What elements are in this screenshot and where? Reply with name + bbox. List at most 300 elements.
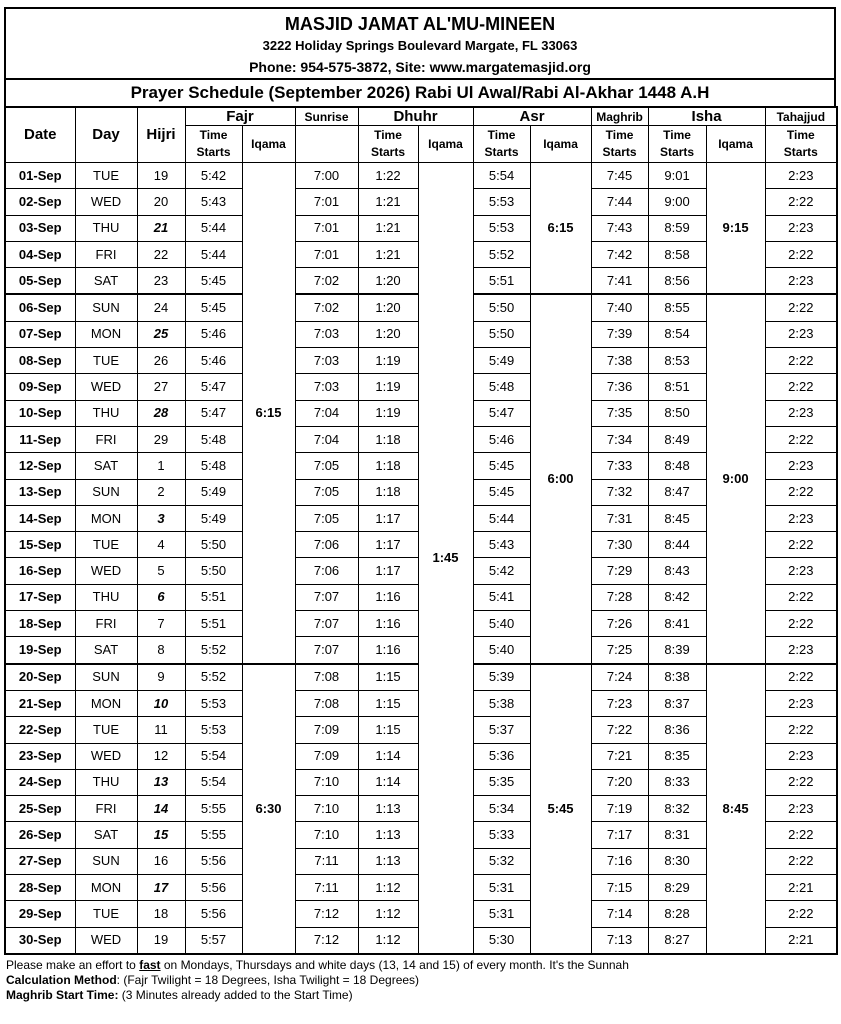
dhuhr-start-cell: 1:16 xyxy=(358,611,418,637)
asr-start-cell: 5:31 xyxy=(473,875,530,901)
fajr-start-cell: 5:56 xyxy=(185,848,242,874)
date-cell: 22-Sep xyxy=(5,717,75,743)
date-cell: 20-Sep xyxy=(5,664,75,691)
day-cell: SUN xyxy=(75,294,137,321)
day-cell: WED xyxy=(75,927,137,954)
time-label: Time xyxy=(374,128,402,142)
date-cell: 06-Sep xyxy=(5,294,75,321)
tahajjud-start-cell: 2:23 xyxy=(765,400,837,426)
sunrise-cell: 7:11 xyxy=(295,875,358,901)
date-cell: 19-Sep xyxy=(5,637,75,664)
hijri-cell: 1 xyxy=(137,453,185,479)
fajr-start-cell: 5:53 xyxy=(185,690,242,716)
dhuhr-start-cell: 1:20 xyxy=(358,294,418,321)
asr-start-cell: 5:30 xyxy=(473,927,530,954)
sunrise-cell: 7:10 xyxy=(295,822,358,848)
date-cell: 03-Sep xyxy=(5,215,75,241)
tahajjud-start-cell: 2:22 xyxy=(765,479,837,505)
asr-start-cell: 5:37 xyxy=(473,717,530,743)
hijri-cell: 5 xyxy=(137,558,185,584)
fajr-start-cell: 5:51 xyxy=(185,611,242,637)
maghrib-start-cell: 7:28 xyxy=(591,584,648,610)
date-cell: 23-Sep xyxy=(5,743,75,769)
maghrib-start-cell: 7:16 xyxy=(591,848,648,874)
contact-info: Phone: 954-575-3872, Site: www.margatemasjid.org xyxy=(249,59,591,75)
tahajjud-start-cell: 2:21 xyxy=(765,927,837,954)
tahajjud-start-cell: 2:22 xyxy=(765,348,837,374)
tahajjud-start-cell: 2:22 xyxy=(765,769,837,795)
starts-label: Starts xyxy=(602,145,637,159)
sunrise-subheader xyxy=(295,126,358,163)
tahajjud-start-cell: 2:22 xyxy=(765,717,837,743)
fajr-start-cell: 5:54 xyxy=(185,743,242,769)
maghrib-start-cell: 7:30 xyxy=(591,532,648,558)
maghrib-start-cell: 7:19 xyxy=(591,796,648,822)
maghrib-start-cell: 7:25 xyxy=(591,637,648,664)
col-tahajjud: Tahajjud xyxy=(765,107,837,126)
sunrise-cell: 7:03 xyxy=(295,321,358,347)
fajr-start-cell: 5:55 xyxy=(185,822,242,848)
fasting-note-pre: Please make an effort to xyxy=(6,957,140,972)
schedule-header xyxy=(4,7,836,106)
hijri-cell: 21 xyxy=(137,215,185,241)
fajr-start-cell: 5:50 xyxy=(185,532,242,558)
hijri-cell: 7 xyxy=(137,611,185,637)
day-cell: FRI xyxy=(75,611,137,637)
dhuhr-start-cell: 1:16 xyxy=(358,584,418,610)
mosque-name: MASJID JAMAT AL'MU-MINEEN xyxy=(284,14,556,34)
hijri-cell: 19 xyxy=(137,163,185,189)
fasting-note xyxy=(6,958,836,973)
col-dhuhr: Dhuhr xyxy=(358,107,473,126)
date-cell: 12-Sep xyxy=(5,453,75,479)
day-cell: SAT xyxy=(75,637,137,664)
dhuhr-start-cell: 1:14 xyxy=(358,769,418,795)
isha-start-cell: 8:29 xyxy=(648,875,706,901)
maghrib-start-cell: 7:26 xyxy=(591,611,648,637)
isha-start-cell: 8:37 xyxy=(648,690,706,716)
date-cell: 21-Sep xyxy=(5,690,75,716)
isha-start-cell: 8:49 xyxy=(648,426,706,452)
sunrise-cell: 7:10 xyxy=(295,796,358,822)
hijri-cell: 24 xyxy=(137,294,185,321)
tahajjud-start-cell: 2:23 xyxy=(765,690,837,716)
dhuhr-start-cell: 1:22 xyxy=(358,163,418,189)
tahajjud-start-cell: 2:22 xyxy=(765,374,837,400)
col-fajr: Fajr xyxy=(185,107,295,126)
tahajjud-start-cell: 2:22 xyxy=(765,189,837,215)
dhuhr-start-cell: 1:21 xyxy=(358,241,418,267)
maghrib-start-cell: 7:44 xyxy=(591,189,648,215)
col-hijri: Hijri xyxy=(137,107,185,163)
maghrib-start-cell: 7:24 xyxy=(591,664,648,691)
asr-start-cell: 5:52 xyxy=(473,241,530,267)
isha-start-cell: 8:42 xyxy=(648,584,706,610)
isha-start-cell: 8:31 xyxy=(648,822,706,848)
asr-start-cell: 5:51 xyxy=(473,268,530,295)
dhuhr-start-cell: 1:14 xyxy=(358,743,418,769)
mosque-address: 3222 Holiday Springs Boulevard Margate, FL 33063 xyxy=(262,38,578,53)
isha-iqama: 9:00 xyxy=(706,294,765,663)
maghrib-start-cell: 7:39 xyxy=(591,321,648,347)
asr-start-cell: 5:36 xyxy=(473,743,530,769)
isha-start-cell: 8:41 xyxy=(648,611,706,637)
asr-start-cell: 5:38 xyxy=(473,690,530,716)
hijri-cell: 12 xyxy=(137,743,185,769)
date-cell: 26-Sep xyxy=(5,822,75,848)
col-isha: Isha xyxy=(648,107,765,126)
date-cell: 24-Sep xyxy=(5,769,75,795)
asr-start-cell: 5:40 xyxy=(473,637,530,664)
hijri-cell: 17 xyxy=(137,875,185,901)
fajr-start-cell: 5:57 xyxy=(185,927,242,954)
day-cell: WED xyxy=(75,743,137,769)
date-cell: 04-Sep xyxy=(5,241,75,267)
sunrise-cell: 7:07 xyxy=(295,611,358,637)
maghrib-start-cell: 7:21 xyxy=(591,743,648,769)
date-cell: 30-Sep xyxy=(5,927,75,954)
asr-start-cell: 5:32 xyxy=(473,848,530,874)
schedule-title: Prayer Schedule (September 2026) Rabi Ul Awal/Rabi Al-Akhar 1448 A.H xyxy=(6,78,834,106)
tahajjud-start-cell: 2:22 xyxy=(765,584,837,610)
isha-start-cell: 8:50 xyxy=(648,400,706,426)
day-cell: SUN xyxy=(75,479,137,505)
tahajjud-time-starts xyxy=(765,126,837,163)
date-cell: 27-Sep xyxy=(5,848,75,874)
date-cell: 08-Sep xyxy=(5,348,75,374)
tahajjud-start-cell: 2:22 xyxy=(765,532,837,558)
maghrib-start-cell: 7:41 xyxy=(591,268,648,295)
date-cell: 14-Sep xyxy=(5,505,75,531)
dhuhr-start-cell: 1:18 xyxy=(358,479,418,505)
hijri-cell: 11 xyxy=(137,717,185,743)
tahajjud-start-cell: 2:23 xyxy=(765,505,837,531)
isha-start-cell: 8:35 xyxy=(648,743,706,769)
asr-start-cell: 5:53 xyxy=(473,189,530,215)
asr-start-cell: 5:50 xyxy=(473,294,530,321)
dhuhr-start-cell: 1:15 xyxy=(358,717,418,743)
fajr-start-cell: 5:52 xyxy=(185,637,242,664)
hijri-cell: 14 xyxy=(137,796,185,822)
asr-start-cell: 5:35 xyxy=(473,769,530,795)
dhuhr-start-cell: 1:12 xyxy=(358,875,418,901)
fajr-time-starts xyxy=(185,126,242,163)
date-cell: 29-Sep xyxy=(5,901,75,927)
sunrise-cell: 7:00 xyxy=(295,163,358,189)
fasting-note-post: on Mondays, Thursdays and white days (13, 14 and 15) of every month. It's the Sunnah xyxy=(160,957,629,972)
asr-start-cell: 5:43 xyxy=(473,532,530,558)
calculation-note xyxy=(6,973,836,988)
isha-start-cell: 8:32 xyxy=(648,796,706,822)
maghrib-start-cell: 7:36 xyxy=(591,374,648,400)
maghrib-start-cell: 7:45 xyxy=(591,163,648,189)
asr-start-cell: 5:33 xyxy=(473,822,530,848)
fajr-start-cell: 5:48 xyxy=(185,453,242,479)
isha-start-cell: 8:43 xyxy=(648,558,706,584)
day-cell: WED xyxy=(75,374,137,400)
hijri-cell: 23 xyxy=(137,268,185,295)
day-cell: MON xyxy=(75,505,137,531)
day-cell: FRI xyxy=(75,426,137,452)
isha-start-cell: 8:38 xyxy=(648,664,706,691)
fajr-start-cell: 5:53 xyxy=(185,717,242,743)
fajr-start-cell: 5:56 xyxy=(185,875,242,901)
sunrise-cell: 7:01 xyxy=(295,241,358,267)
asr-start-cell: 5:48 xyxy=(473,374,530,400)
dhuhr-start-cell: 1:16 xyxy=(358,637,418,664)
sunrise-cell: 7:11 xyxy=(295,848,358,874)
col-maghrib: Maghrib xyxy=(591,107,648,126)
table-row xyxy=(5,163,837,189)
isha-start-cell: 8:53 xyxy=(648,348,706,374)
fajr-start-cell: 5:45 xyxy=(185,268,242,295)
asr-start-cell: 5:45 xyxy=(473,479,530,505)
time-label: Time xyxy=(605,128,634,142)
day-cell: MON xyxy=(75,875,137,901)
col-date: Date xyxy=(5,107,75,163)
fajr-start-cell: 5:51 xyxy=(185,584,242,610)
sunrise-cell: 7:07 xyxy=(295,637,358,664)
tahajjud-start-cell: 2:23 xyxy=(765,453,837,479)
day-cell: FRI xyxy=(75,796,137,822)
fajr-start-cell: 5:55 xyxy=(185,796,242,822)
asr-start-cell: 5:50 xyxy=(473,321,530,347)
asr-start-cell: 5:41 xyxy=(473,584,530,610)
fajr-start-cell: 5:49 xyxy=(185,479,242,505)
hijri-cell: 6 xyxy=(137,584,185,610)
asr-start-cell: 5:47 xyxy=(473,400,530,426)
col-asr: Asr xyxy=(473,107,591,126)
asr-start-cell: 5:40 xyxy=(473,611,530,637)
day-cell: WED xyxy=(75,558,137,584)
isha-start-cell: 8:44 xyxy=(648,532,706,558)
fajr-start-cell: 5:56 xyxy=(185,901,242,927)
day-cell: SUN xyxy=(75,664,137,691)
dhuhr-start-cell: 1:18 xyxy=(358,453,418,479)
isha-start-cell: 8:48 xyxy=(648,453,706,479)
time-label: Time xyxy=(199,128,228,142)
dhuhr-start-cell: 1:17 xyxy=(358,532,418,558)
maghrib-start-cell: 7:42 xyxy=(591,241,648,267)
sunrise-cell: 7:09 xyxy=(295,743,358,769)
dhuhr-start-cell: 1:18 xyxy=(358,426,418,452)
fajr-start-cell: 5:52 xyxy=(185,664,242,691)
sunrise-cell: 7:09 xyxy=(295,717,358,743)
maghrib-label: Maghrib Start Time: xyxy=(6,987,119,1002)
hijri-cell: 10 xyxy=(137,690,185,716)
dhuhr-iqama-header: Iqama xyxy=(418,126,473,163)
fajr-start-cell: 5:49 xyxy=(185,505,242,531)
dhuhr-start-cell: 1:17 xyxy=(358,558,418,584)
starts-label: Starts xyxy=(660,145,695,159)
date-cell: 28-Sep xyxy=(5,875,75,901)
sunrise-cell: 7:06 xyxy=(295,558,358,584)
isha-start-cell: 8:58 xyxy=(648,241,706,267)
day-cell: MON xyxy=(75,321,137,347)
hijri-cell: 22 xyxy=(137,241,185,267)
day-cell: FRI xyxy=(75,241,137,267)
date-cell: 05-Sep xyxy=(5,268,75,295)
tahajjud-start-cell: 2:23 xyxy=(765,637,837,664)
fajr-start-cell: 5:43 xyxy=(185,189,242,215)
asr-start-cell: 5:34 xyxy=(473,796,530,822)
maghrib-start-cell: 7:17 xyxy=(591,822,648,848)
fajr-start-cell: 5:47 xyxy=(185,400,242,426)
sunrise-cell: 7:05 xyxy=(295,479,358,505)
sunrise-cell: 7:08 xyxy=(295,690,358,716)
tahajjud-start-cell: 2:23 xyxy=(765,558,837,584)
hijri-cell: 13 xyxy=(137,769,185,795)
hijri-cell: 18 xyxy=(137,901,185,927)
dhuhr-start-cell: 1:12 xyxy=(358,901,418,927)
isha-start-cell: 8:54 xyxy=(648,321,706,347)
tahajjud-start-cell: 2:23 xyxy=(765,743,837,769)
day-cell: SAT xyxy=(75,453,137,479)
tahajjud-start-cell: 2:22 xyxy=(765,241,837,267)
fajr-start-cell: 5:42 xyxy=(185,163,242,189)
asr-time-starts xyxy=(473,126,530,163)
sunrise-cell: 7:03 xyxy=(295,374,358,400)
sunrise-cell: 7:04 xyxy=(295,400,358,426)
sunrise-cell: 7:05 xyxy=(295,505,358,531)
day-cell: MON xyxy=(75,690,137,716)
day-cell: SAT xyxy=(75,268,137,295)
hijri-cell: 4 xyxy=(137,532,185,558)
starts-label: Starts xyxy=(196,145,231,159)
date-cell: 25-Sep xyxy=(5,796,75,822)
date-cell: 11-Sep xyxy=(5,426,75,452)
maghrib-start-cell: 7:20 xyxy=(591,769,648,795)
prayer-times-table xyxy=(4,106,838,955)
tahajjud-start-cell: 2:23 xyxy=(765,268,837,295)
hijri-cell: 9 xyxy=(137,664,185,691)
sunrise-cell: 7:10 xyxy=(295,769,358,795)
asr-start-cell: 5:54 xyxy=(473,163,530,189)
day-cell: THU xyxy=(75,215,137,241)
maghrib-text: (3 Minutes already added to the Start Time) xyxy=(118,987,353,1002)
dhuhr-start-cell: 1:19 xyxy=(358,348,418,374)
day-cell: SAT xyxy=(75,822,137,848)
sunrise-cell: 7:05 xyxy=(295,453,358,479)
day-cell: WED xyxy=(75,189,137,215)
fajr-start-cell: 5:47 xyxy=(185,374,242,400)
isha-start-cell: 8:47 xyxy=(648,479,706,505)
maghrib-start-cell: 7:38 xyxy=(591,348,648,374)
isha-start-cell: 9:00 xyxy=(648,189,706,215)
asr-iqama: 6:15 xyxy=(530,163,591,295)
date-cell: 18-Sep xyxy=(5,611,75,637)
fajr-start-cell: 5:44 xyxy=(185,215,242,241)
isha-start-cell: 8:55 xyxy=(648,294,706,321)
day-cell: TUE xyxy=(75,717,137,743)
dhuhr-start-cell: 1:12 xyxy=(358,927,418,954)
sunrise-cell: 7:01 xyxy=(295,189,358,215)
isha-start-cell: 8:30 xyxy=(648,848,706,874)
prayer-schedule-sheet xyxy=(4,7,836,1003)
dhuhr-start-cell: 1:13 xyxy=(358,848,418,874)
date-cell: 09-Sep xyxy=(5,374,75,400)
maghrib-start-cell: 7:14 xyxy=(591,901,648,927)
tahajjud-start-cell: 2:22 xyxy=(765,426,837,452)
asr-start-cell: 5:49 xyxy=(473,348,530,374)
sunrise-cell: 7:08 xyxy=(295,664,358,691)
isha-time-starts xyxy=(648,126,706,163)
maghrib-note xyxy=(6,988,836,1003)
dhuhr-iqama: 1:45 xyxy=(418,163,473,954)
col-day: Day xyxy=(75,107,137,163)
day-cell: THU xyxy=(75,584,137,610)
tahajjud-start-cell: 2:22 xyxy=(765,294,837,321)
tahajjud-start-cell: 2:23 xyxy=(765,163,837,189)
hijri-cell: 3 xyxy=(137,505,185,531)
asr-start-cell: 5:42 xyxy=(473,558,530,584)
asr-start-cell: 5:44 xyxy=(473,505,530,531)
dhuhr-start-cell: 1:19 xyxy=(358,400,418,426)
asr-start-cell: 5:31 xyxy=(473,901,530,927)
hijri-cell: 28 xyxy=(137,400,185,426)
date-cell: 17-Sep xyxy=(5,584,75,610)
asr-start-cell: 5:46 xyxy=(473,426,530,452)
sunrise-cell: 7:06 xyxy=(295,532,358,558)
isha-start-cell: 8:45 xyxy=(648,505,706,531)
time-label: Time xyxy=(487,128,516,142)
starts-label: Starts xyxy=(783,145,818,159)
dhuhr-start-cell: 1:19 xyxy=(358,374,418,400)
date-cell: 02-Sep xyxy=(5,189,75,215)
fajr-start-cell: 5:44 xyxy=(185,241,242,267)
dhuhr-start-cell: 1:21 xyxy=(358,189,418,215)
calculation-label: Calculation Method xyxy=(6,972,117,987)
maghrib-start-cell: 7:22 xyxy=(591,717,648,743)
hijri-cell: 16 xyxy=(137,848,185,874)
date-cell: 07-Sep xyxy=(5,321,75,347)
tahajjud-start-cell: 2:22 xyxy=(765,848,837,874)
hijri-cell: 20 xyxy=(137,189,185,215)
maghrib-start-cell: 7:29 xyxy=(591,558,648,584)
sunrise-cell: 7:01 xyxy=(295,215,358,241)
asr-iqama: 6:00 xyxy=(530,294,591,663)
dhuhr-start-cell: 1:15 xyxy=(358,664,418,691)
isha-start-cell: 8:33 xyxy=(648,769,706,795)
sunrise-cell: 7:03 xyxy=(295,348,358,374)
maghrib-start-cell: 7:35 xyxy=(591,400,648,426)
fajr-start-cell: 5:50 xyxy=(185,558,242,584)
hijri-cell: 8 xyxy=(137,637,185,664)
isha-iqama-header: Iqama xyxy=(706,126,765,163)
dhuhr-start-cell: 1:20 xyxy=(358,268,418,295)
asr-start-cell: 5:39 xyxy=(473,664,530,691)
starts-label: Starts xyxy=(371,145,406,159)
maghrib-start-cell: 7:40 xyxy=(591,294,648,321)
isha-start-cell: 8:27 xyxy=(648,927,706,954)
maghrib-start-cell: 7:15 xyxy=(591,875,648,901)
fajr-iqama: 6:15 xyxy=(242,163,295,664)
hijri-cell: 19 xyxy=(137,927,185,954)
maghrib-start-cell: 7:33 xyxy=(591,453,648,479)
sunrise-cell: 7:12 xyxy=(295,927,358,954)
maghrib-start-cell: 7:34 xyxy=(591,426,648,452)
maghrib-start-cell: 7:32 xyxy=(591,479,648,505)
sunrise-cell: 7:02 xyxy=(295,268,358,295)
asr-start-cell: 5:45 xyxy=(473,453,530,479)
hijri-cell: 26 xyxy=(137,348,185,374)
dhuhr-start-cell: 1:13 xyxy=(358,796,418,822)
fajr-iqama: 6:30 xyxy=(242,664,295,954)
sunrise-cell: 7:04 xyxy=(295,426,358,452)
fajr-start-cell: 5:54 xyxy=(185,769,242,795)
maghrib-start-cell: 7:43 xyxy=(591,215,648,241)
day-cell: TUE xyxy=(75,532,137,558)
